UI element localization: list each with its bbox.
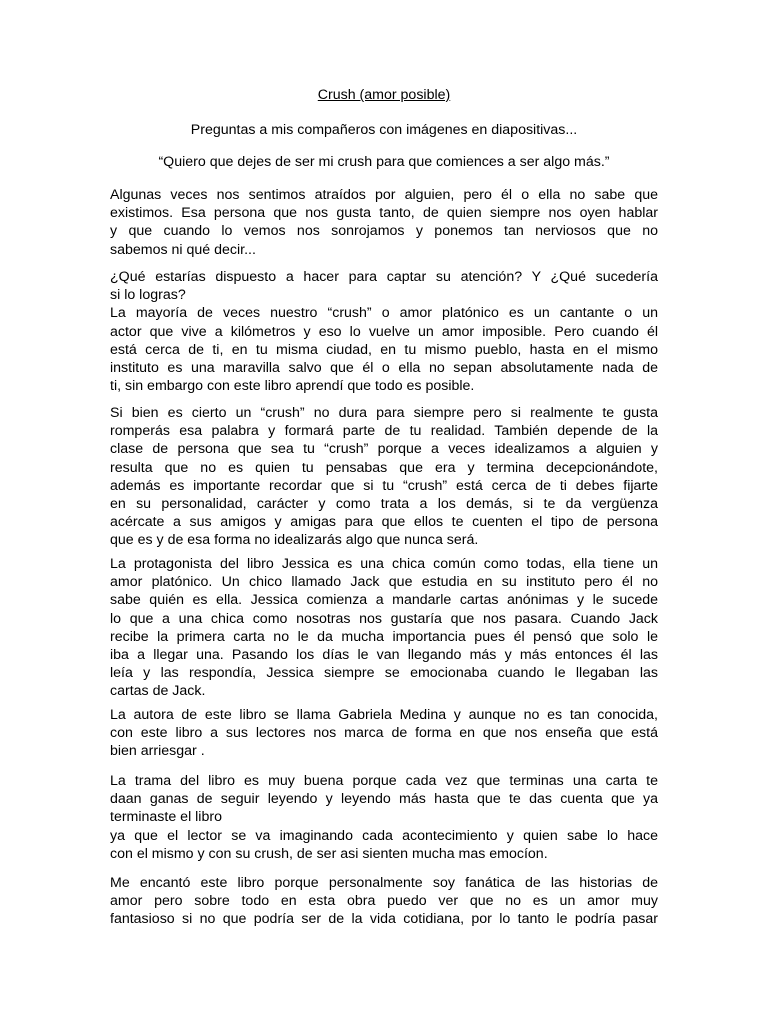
paragraph-line: resulta que no es quien tu pensabas que era y termina decepcionándote, <box>110 459 658 476</box>
paragraph-line: clase de persona que sea tu “crush” porque a veces idealizamos a alguien y <box>110 441 658 458</box>
paragraph-line: romperás esa palabra y formará parte de tu realidad. También depende de la <box>110 423 658 440</box>
paragraph-line: Me encantó este libro porque personalmente soy fanática de las historias de <box>110 875 658 891</box>
paragraph-line: instituto es una maravilla salvo que él o ella no sepan absolutamente nada de <box>110 359 658 376</box>
paragraph-line: La mayoría de veces nuestro “crush” o amor platónico es un cantante o un <box>110 305 658 322</box>
paragraph-1 <box>110 186 658 259</box>
paragraph-line: recibe la primera carta no le da mucha importancia pues él pensó que solo le <box>110 628 658 645</box>
paragraph-line: cartas de Jack. <box>110 683 206 700</box>
paragraph-line: que es y de esa forma no idealizarás algo que nunca será. <box>110 532 479 549</box>
paragraph-line: y que cuando lo vemos nos sonrojamos y ponemos tan nerviosos que no <box>110 223 658 240</box>
paragraph-line: bien arriesgar . <box>110 743 205 760</box>
paragraph-line: La trama del libro es muy buena porque cada vez que terminas una carta te <box>110 773 658 789</box>
paragraph-line: La autora de este libro se llama Gabriela Medina y aunque no es tan conocida, <box>110 707 658 723</box>
paragraph-line: terminaste el libro <box>110 809 222 826</box>
paragraph-line: La protagonista del libro Jessica es una chica común como todas, ella tiene un <box>110 556 658 572</box>
paragraph-line: ya que el lector se va imaginando cada acontecimiento y quien sabe lo hace <box>110 827 658 844</box>
paragraph-line: iba a llegar una. Pasando los días le van llegando más y más entonces él las <box>110 646 658 663</box>
document-title-block <box>110 86 658 104</box>
document-quote: “Quiero que dejes de ser mi crush para que comiences a ser algo más.” <box>158 154 610 170</box>
paragraph-line: amor platónico. Un chico llamado Jack que estudia en su instituto pero él no <box>110 574 658 591</box>
paragraph-line: lo que a una chica como nosotras nos gustaría que nos pasara. Cuando Jack <box>110 610 658 627</box>
paragraph-line: amor pero sobre todo en esta obra puedo ver que no es un amor muy <box>110 893 658 910</box>
paragraph-line: acércate a sus amigos y amigas para que ellos te cuenten el tipo de persona <box>110 514 658 531</box>
paragraph-4 <box>110 555 658 701</box>
paragraph-line: Si bien es cierto un “crush” no dura para siempre pero si realmente te gusta <box>110 405 658 421</box>
paragraph-line: ¿Qué estarías dispuesto a hacer para captar su atención? Y ¿Qué sucedería <box>110 269 658 285</box>
paragraph-2 <box>110 268 658 395</box>
paragraph-line: sabe quién es ella. Jessica comienza a mandarle cartas anónimas y le sucede <box>110 592 658 609</box>
paragraph-5 <box>110 706 658 761</box>
paragraph-line: actor que vive a kilómetros y eso lo vuelve un amor imposible. Pero cuando él <box>110 323 658 340</box>
paragraph-line: con este libro a sus lectores nos marca de forma en que nos enseña que está <box>110 725 658 742</box>
paragraph-3 <box>110 404 658 550</box>
paragraph-line: existimos. Esa persona que nos gusta tanto, de quien siempre nos oyen hablar <box>110 205 658 222</box>
paragraph-6 <box>110 772 658 863</box>
paragraph-line: está cerca de ti, en tu misma ciudad, en tu mismo pueblo, hasta en el mismo <box>110 341 658 358</box>
document-quote-block <box>110 153 658 171</box>
paragraph-7 <box>110 874 658 929</box>
document-subtitle: Preguntas a mis compañeros con imágenes en diapositivas... <box>190 122 578 138</box>
paragraph-line: daan ganas de seguir leyendo y leyendo más hasta que te das cuenta que ya <box>110 791 658 808</box>
paragraph-line: fantasioso si no que podría ser de la vida cotidiana, por lo tanto le podría pasar <box>110 911 658 928</box>
paragraph-line: sabemos ni qué decir... <box>110 241 256 258</box>
paragraph-line: ti, sin embargo con este libro aprendí que todo es posible. <box>110 378 475 395</box>
paragraph-line: en su personalidad, carácter y como trata a los demás, si te da vergüenza <box>110 495 658 512</box>
paragraph-line: con el mismo y con su crush, de ser asi sienten mucha mas emocíon. <box>110 845 548 862</box>
paragraph-line: además es importante recordar que si tu “crush” está cerca de ti debes fijarte <box>110 477 658 494</box>
document-title: Crush (amor posible) <box>317 87 451 103</box>
paragraph-line: si lo logras? <box>110 287 186 304</box>
paragraph-line: Algunas veces nos sentimos atraídos por alguien, pero él o ella no sabe que <box>110 187 658 203</box>
paragraph-line: leía y las respondía, Jessica siempre se emocionaba cuando le llegaban las <box>110 665 658 682</box>
document-subtitle-block <box>110 121 658 139</box>
